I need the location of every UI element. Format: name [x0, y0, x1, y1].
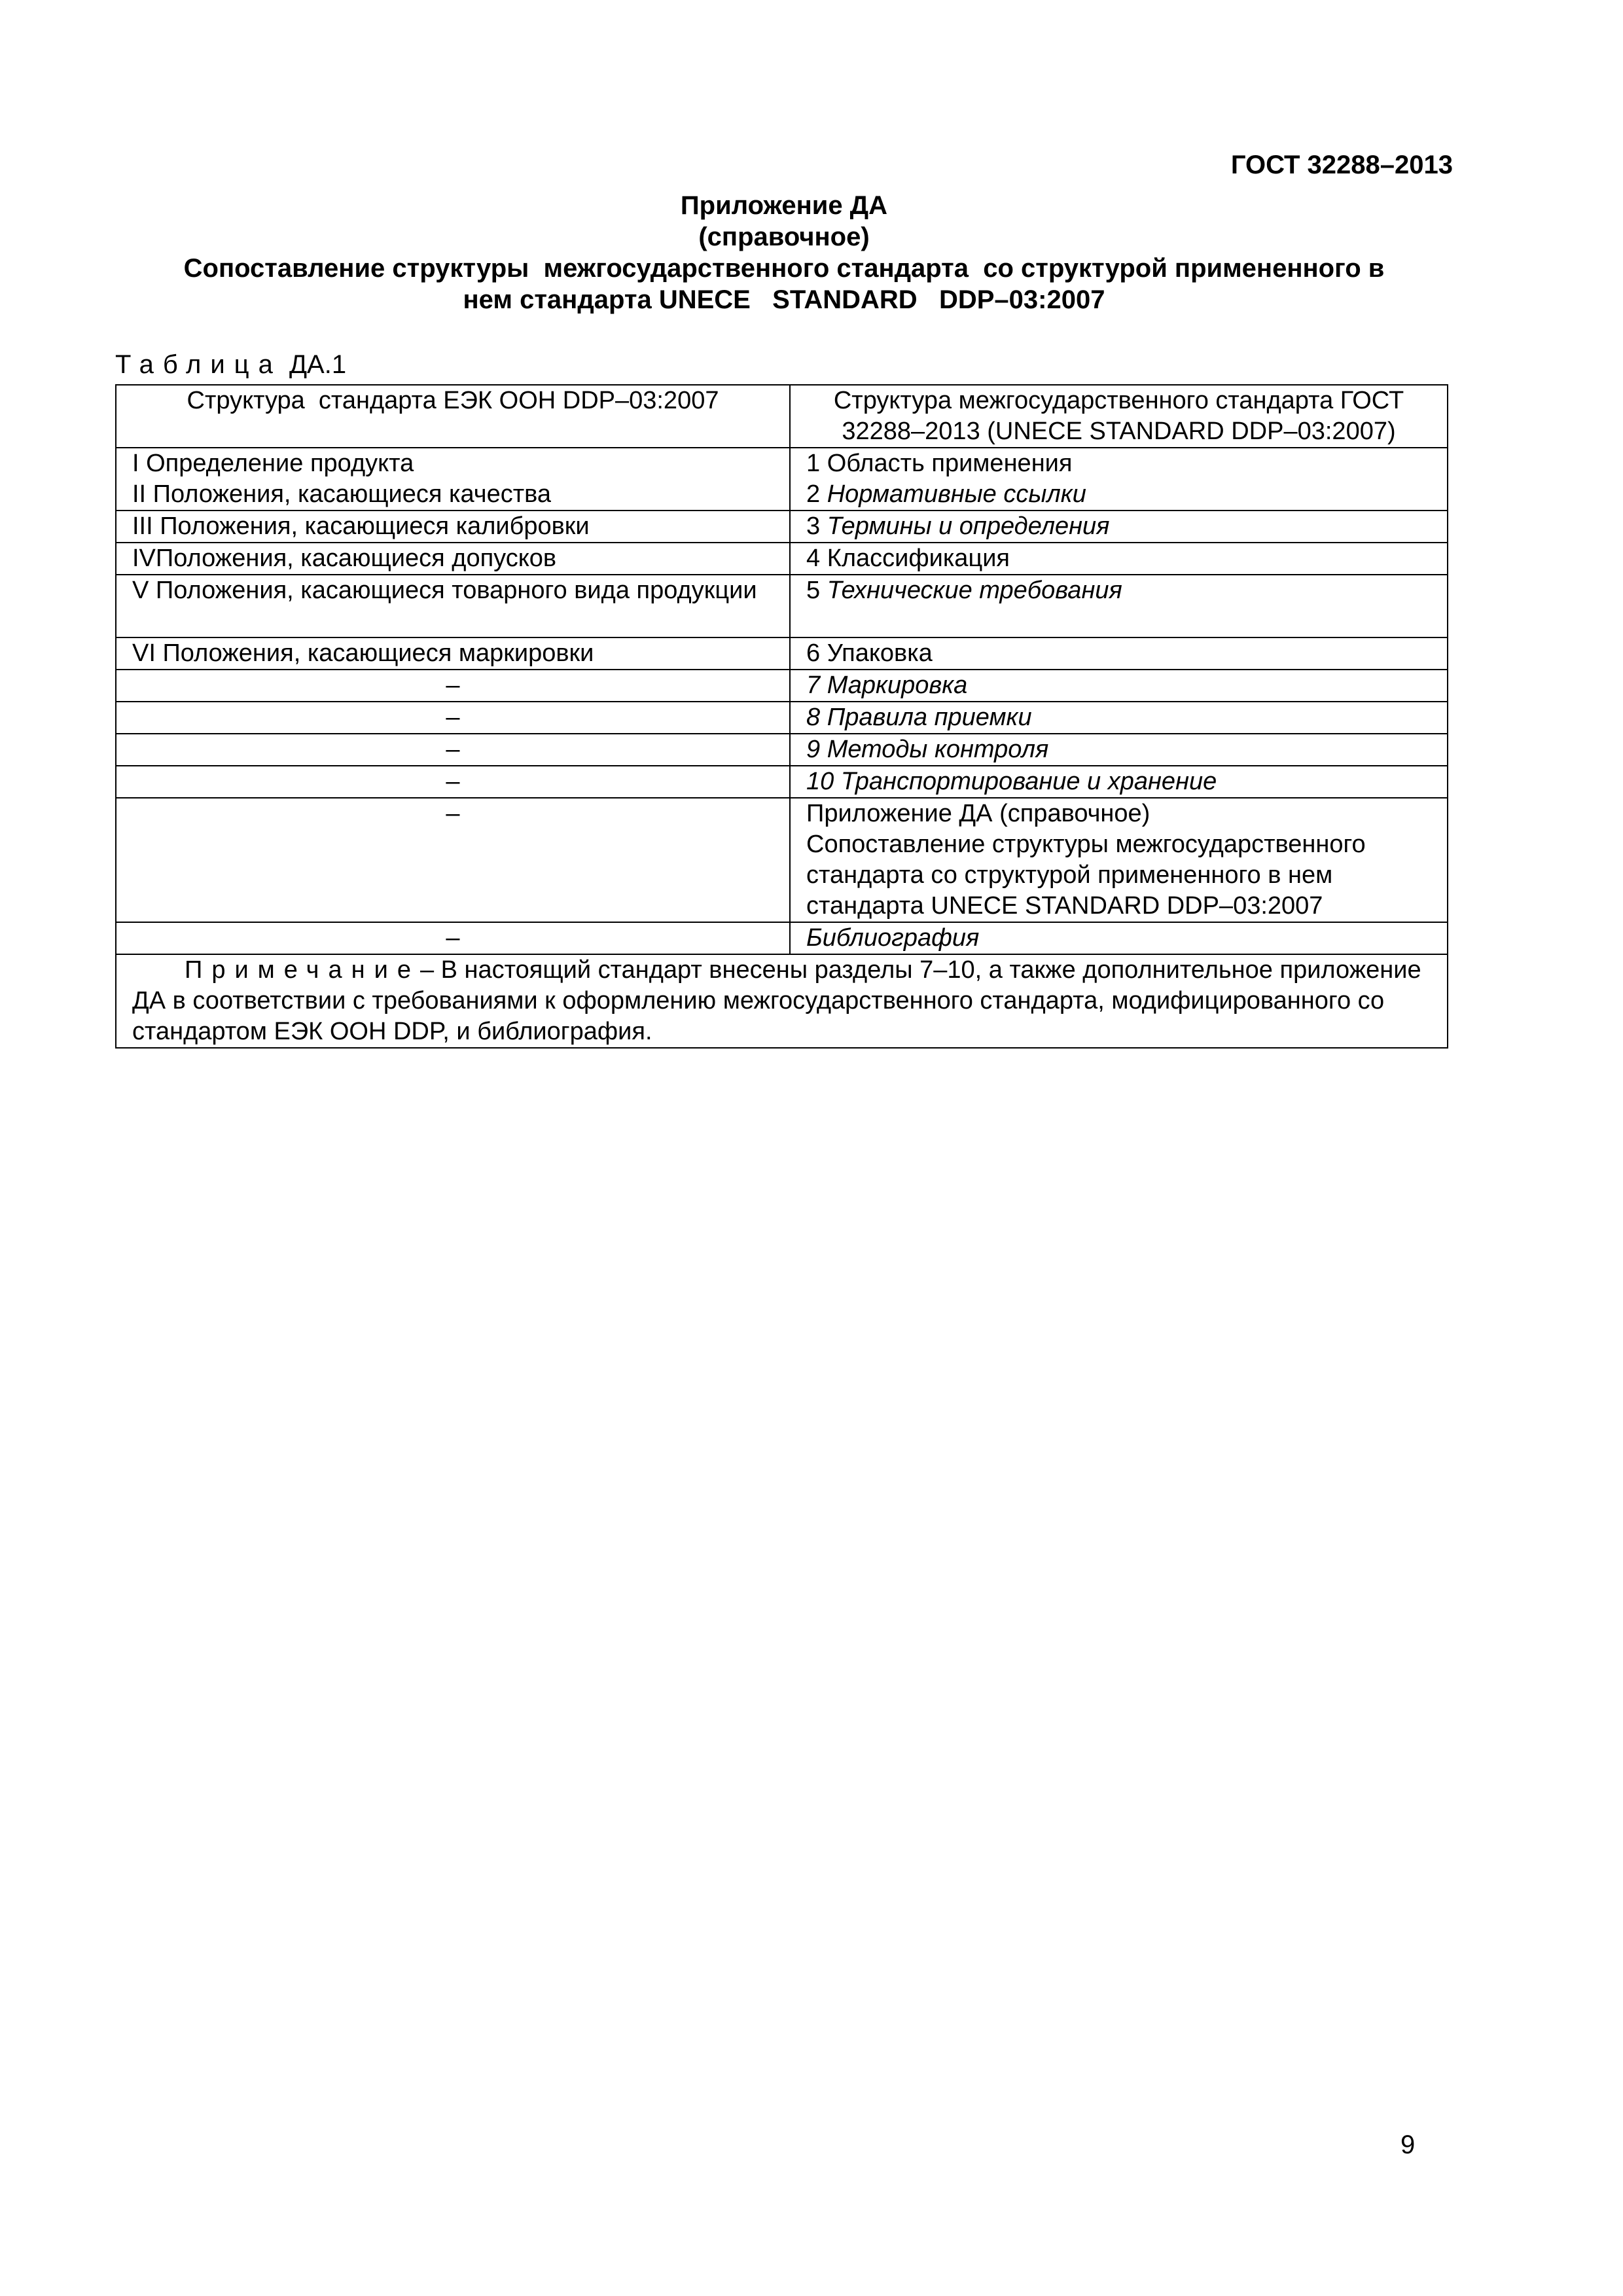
section-item [806, 479, 1431, 510]
note-label: Примечание [185, 956, 420, 984]
table-cell-left: – [116, 670, 790, 702]
table-cell-right: 8 Правила приемки [790, 702, 1448, 734]
table-row [116, 511, 1448, 543]
section-number: 3 [806, 512, 827, 540]
table-cell-left: – [116, 702, 790, 734]
table-cell-left: I Определение продукта II Положения, касающиеся качества [116, 448, 790, 511]
table-cell-left: – [116, 922, 790, 954]
table-cell-left: – [116, 734, 790, 766]
table-row [116, 575, 1448, 637]
structure-comparison-table [115, 384, 1448, 1049]
table-cell-right [790, 448, 1448, 511]
appendix-heading-line2: нем стандарта UNECE STANDARD DDP–03:2007 [463, 285, 1105, 314]
section-number: 2 [806, 480, 827, 508]
table-caption-word: Таблица [115, 350, 282, 379]
table-cell-right: 4 Классификация [790, 543, 1448, 575]
table-cell-right: 7 Маркировка [790, 670, 1448, 702]
table-cell-right: 9 Методы контроля [790, 734, 1448, 766]
table-cell-left [116, 575, 790, 637]
table-row [116, 670, 1448, 702]
column-header-right [790, 385, 1448, 448]
table-cell-right [790, 798, 1448, 922]
table-cell-right: 10 Транспортирование и хранение [790, 766, 1448, 798]
page-number: 9 [1400, 2130, 1416, 2159]
table-row [116, 922, 1448, 954]
table-cell-right [790, 511, 1448, 543]
table-cell-left: IVПоложения, касающиеся допусков [116, 543, 790, 575]
column-header-left: Структура стандарта ЕЭК ООН DDP–03:2007 [116, 385, 790, 448]
appendix-title: Приложение ДА [680, 191, 888, 220]
table-row [116, 637, 1448, 670]
table-cell-right: 6 Упаковка [790, 637, 1448, 670]
table-cell-right: Библиография [790, 922, 1448, 954]
appendix-reference-title: Приложение ДА (справочное) [806, 800, 1150, 827]
table-caption [115, 350, 346, 380]
table-row [116, 448, 1448, 511]
appendix-status: (справочное) [698, 223, 870, 251]
table-row [116, 766, 1448, 798]
standard-code: ГОСТ 32288–2013 [1230, 151, 1453, 179]
table-cell-left: III Положения, касающиеся калибровки [116, 511, 790, 543]
table-caption-number: ДА.1 [289, 350, 347, 379]
appendix-reference-body: Сопоставление структуры межгосударственного стандарта со структурой примененного в нем стандарта UNECE STANDARD DDP–03:2007 [806, 831, 1366, 920]
table-row [116, 734, 1448, 766]
table-cell-left: VI Положения, касающиеся маркировки [116, 637, 790, 670]
section-item: 1 Область применения [806, 450, 1073, 477]
table-note-row [116, 954, 1448, 1048]
section-title: Нормативные ссылки [827, 480, 1086, 508]
column-header-right-text: Структура межгосударственного стандарта ГОСТ 32288–2013 (UNECE STANDARD DDP–03:2007) [833, 387, 1404, 445]
table-cell-left: – [116, 766, 790, 798]
table-cell-left-text: V Положения, касающиеся товарного вида продукции [132, 577, 757, 604]
appendix-heading-line1: Сопоставление структуры межгосударственного стандарта со структурой примененного в [183, 254, 1385, 283]
table-row [116, 543, 1448, 575]
table-note [116, 954, 1448, 1048]
appendix-heading [115, 190, 1453, 315]
table-row [116, 798, 1448, 922]
section-number: 5 [806, 577, 827, 604]
section-title: Технические требования [827, 577, 1122, 604]
table-cell-right [790, 575, 1448, 637]
table-cell-left: – [116, 798, 790, 922]
table-header-row [116, 385, 1448, 448]
table-row [116, 702, 1448, 734]
section-title: Термины и определения [827, 512, 1110, 540]
note-text: – В настоящий стандарт внесены разделы 7–10, а также дополнительное приложение ДА в соответствии с требованиями к оформлению межгосударственного стандарта, модифицированного со стандартом ЕЭК ООН DDP, и библиография. [132, 956, 1421, 1045]
